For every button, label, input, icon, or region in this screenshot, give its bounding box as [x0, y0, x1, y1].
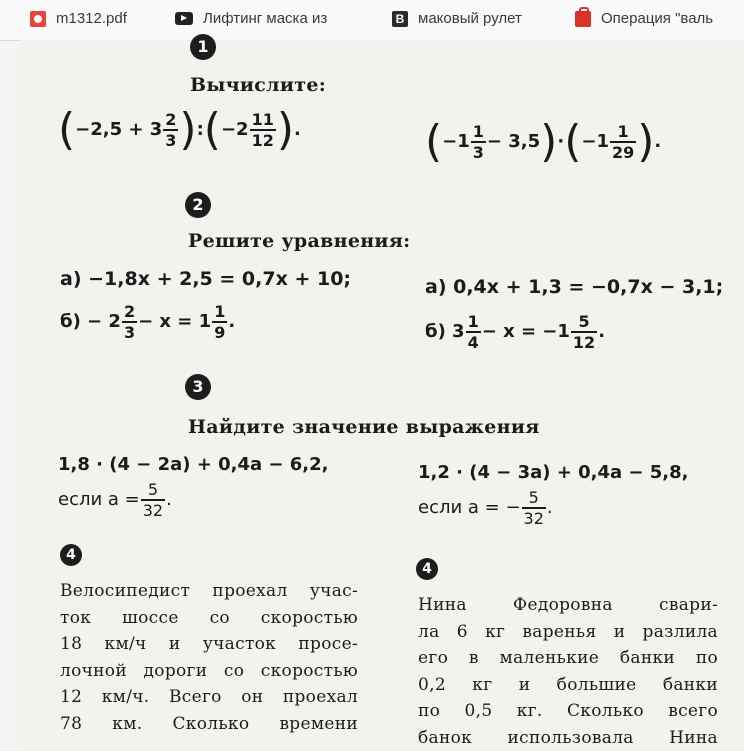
expression-1-left: (−2,5 + 3 $\frac{2}{3}$ ):(−2 $\frac{11}{12}$ ). [58, 110, 301, 150]
shopping-bag-icon [575, 11, 591, 27]
expression-3-left: 1,8 · (4 − 2a) + 0,4a − 6,2, [58, 454, 329, 475]
section-2-heading: Решите уравнения: [188, 230, 410, 252]
text-line: ток шоссе со скоростью [60, 605, 358, 632]
bookmarks-bar [0, 0, 744, 41]
bookmark-label: маковый рулет [418, 10, 522, 27]
bookmark-poppy-roll[interactable] [392, 10, 522, 27]
text-line: 12 км/ч. Всего он проехал [60, 684, 358, 711]
section-3-badge: 3 [185, 374, 211, 400]
section-1-heading: Вычислите: [190, 74, 326, 96]
text-line: лочной дороги со скоростью [60, 658, 358, 685]
equation-b-left: б) − 2 $\frac{2}{3}$ − x = 1 $\frac{1}{9}$ . [60, 302, 235, 342]
equation-a-left: а) −1,8x + 2,5 = 0,7x + 10; [60, 268, 351, 290]
text-line: ла 6 кг варенья и разлила [418, 619, 718, 646]
condition-3-left: если a = $\frac{5}{32}$ . [58, 480, 172, 520]
b-icon: B [392, 11, 408, 27]
text-line: 0,2 кг и большие банки [418, 672, 718, 699]
equation-a-right: а) 0,4x + 1,3 = −0,7x − 3,1; [425, 276, 723, 298]
condition-3-right: если a = − $\frac{5}{32}$ . [418, 488, 553, 528]
text-line: Нина Федоровна свари- [418, 592, 718, 619]
section-4-left-badge: 4 [60, 544, 82, 566]
bookmark-label: m1312.pdf [56, 10, 127, 27]
bookmark-pdf[interactable] [30, 10, 127, 27]
bookmark-label: Операция "валь [601, 10, 713, 27]
text-line: по 0,5 кг. Сколько всего [418, 698, 718, 725]
task-4-right-text [418, 592, 718, 751]
bookmark-operation[interactable] [575, 10, 713, 27]
section-4-right-badge: 4 [416, 558, 438, 580]
text-line: 18 км/ч и участок просе- [60, 631, 358, 658]
section-1-badge: 1 [190, 34, 216, 60]
expression-1-right: (−1 $\frac{1}{3}$ − 3,5)·(−1 $\frac{1}{29}$ ). [425, 122, 661, 162]
text-line: 78 км. Сколько времени [60, 711, 358, 738]
expression-3-right: 1,2 · (4 − 3a) + 0,4a − 5,8, [418, 462, 689, 483]
text-line: банок использовала Нина [418, 725, 718, 751]
text-line: Велосипедист проехал учас- [60, 578, 358, 605]
pdf-page [20, 40, 744, 750]
video-icon [175, 12, 193, 25]
section-2-badge: 2 [185, 192, 211, 218]
bookmark-lifting-mask[interactable] [175, 10, 327, 27]
pdf-icon [30, 11, 46, 27]
equation-b-right: б) 3 $\frac{1}{4}$ − x = −1 $\frac{5}{12}$ . [425, 312, 605, 352]
text-line: его в маленькие банки по [418, 645, 718, 672]
bookmark-label: Лифтинг маска из [203, 10, 327, 27]
section-3-heading: Найдите значение выражения [188, 416, 540, 438]
task-4-left-text [60, 578, 358, 737]
